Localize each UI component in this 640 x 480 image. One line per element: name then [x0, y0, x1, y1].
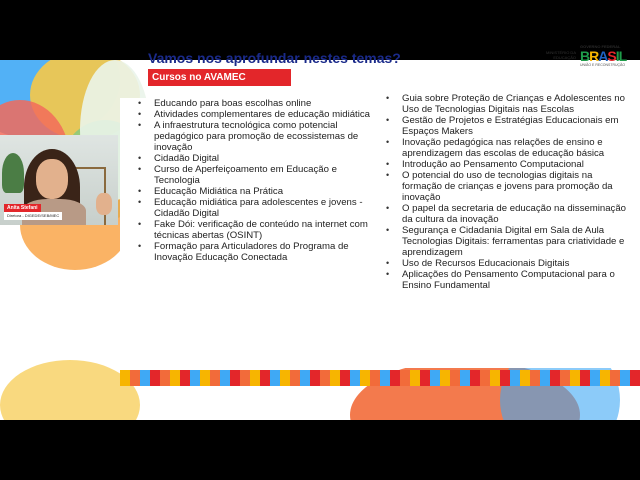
- government-logo: [580, 44, 632, 68]
- list-item: • Formação para Articuladores do Programa de Inovação Educação Conectada: [138, 241, 374, 263]
- presenter-role: Diretora - DIGEDE/SEB/MEC: [4, 212, 62, 220]
- logo-bottom-text: UNIÃO E RECONSTRUÇÃO: [580, 63, 626, 67]
- pattern-tile: [250, 370, 260, 386]
- pattern-tile: [340, 370, 350, 386]
- pattern-tile: [630, 370, 640, 386]
- logo-wordmark: BRASIL: [580, 48, 627, 64]
- pattern-tile: [600, 370, 610, 386]
- pattern-tile: [460, 370, 470, 386]
- pattern-tile: [190, 370, 200, 386]
- plant-illustration: [2, 153, 24, 193]
- pattern-tile: [180, 370, 190, 386]
- list-item: • A infraestrutura tecnológica como potencial pedagógico para promoção de ecossistemas de inovação: [138, 120, 374, 153]
- list-item: • Uso de Recursos Educacionais Digitais: [386, 258, 634, 269]
- section-tag: Cursos no AVAMEC: [148, 69, 291, 86]
- list-item: • Introdução ao Pensamento Computacional: [386, 159, 634, 170]
- list-item: • Inovação pedagógica nas relações de ensino e aprendizagem das escolas de educação básica: [386, 137, 634, 159]
- list-item: • Segurança e Cidadania Digital em Sala de Aula Tecnologias Digitais: ferramentas para criatividade e aprendizagem: [386, 225, 634, 258]
- presenter-face: [36, 159, 68, 199]
- pattern-tile: [210, 370, 220, 386]
- pattern-tile: [240, 370, 250, 386]
- list-item: • Guia sobre Proteção de Crianças e Adolescentes no Uso de Tecnologias Digitais nas Escolas: [386, 93, 634, 115]
- decorative-shape: [0, 360, 140, 420]
- logo-top-text: GOVERNO FEDERAL: [580, 44, 621, 49]
- list-item: • Educação midiática para adolescentes e jovens - Cidadão Digital: [138, 197, 374, 219]
- pattern-tile: [220, 370, 230, 386]
- pattern-tile: [350, 370, 360, 386]
- pattern-tile: [320, 370, 330, 386]
- pattern-tile: [410, 370, 420, 386]
- pattern-tile: [590, 370, 600, 386]
- pattern-tile: [500, 370, 510, 386]
- pattern-tile: [370, 370, 380, 386]
- pattern-tile: [620, 370, 630, 386]
- pattern-tile: [440, 370, 450, 386]
- pattern-tile: [540, 370, 550, 386]
- presenter-name-tag: [4, 204, 64, 220]
- pattern-tile: [270, 370, 280, 386]
- pattern-tile: [260, 370, 270, 386]
- video-letterbox-bottom: [0, 420, 640, 480]
- pattern-tile: [290, 370, 300, 386]
- list-item: • Atividades complementares de educação midiática: [138, 109, 374, 120]
- pattern-tile: [580, 370, 590, 386]
- presenter-name: Anita Stefani: [4, 204, 41, 212]
- pattern-tile: [490, 370, 500, 386]
- list-item: • Educando para boas escolhas online: [138, 98, 374, 109]
- pattern-tile: [120, 370, 130, 386]
- pattern-tile: [420, 370, 430, 386]
- pattern-tile: [610, 370, 620, 386]
- list-item: • Educação Midiática na Prática: [138, 186, 374, 197]
- pattern-tile: [230, 370, 240, 386]
- pattern-tile: [550, 370, 560, 386]
- pattern-tile: [310, 370, 320, 386]
- pattern-tile: [450, 370, 460, 386]
- pattern-tile: [280, 370, 290, 386]
- pattern-tile: [130, 370, 140, 386]
- list-item: • O potencial do uso de tecnologias digitais na formação de crianças e jovens para promoção da inovação: [386, 170, 634, 203]
- pattern-tile: [160, 370, 170, 386]
- pattern-tile: [140, 370, 150, 386]
- list-item: • Gestão de Projetos e Estratégias Educacionais em Espaços Makers: [386, 115, 634, 137]
- pattern-tile: [200, 370, 210, 386]
- pattern-tile: [530, 370, 540, 386]
- pattern-tile: [470, 370, 480, 386]
- list-item: • Fake Dói: verificação de conteúdo na internet com técnicas abertas (OSINT): [138, 219, 374, 241]
- decorative-pattern-strip: [120, 370, 640, 386]
- pattern-tile: [480, 370, 490, 386]
- pattern-tile: [360, 370, 370, 386]
- pattern-tile: [560, 370, 570, 386]
- list-item: • Cidadão Digital: [138, 153, 374, 164]
- course-list-left: [138, 98, 374, 263]
- pattern-tile: [390, 370, 400, 386]
- pattern-tile: [380, 370, 390, 386]
- pattern-tile: [520, 370, 530, 386]
- pattern-tile: [150, 370, 160, 386]
- slide-title: Vamos nos aprofundar nestes temas?: [148, 50, 401, 66]
- pattern-tile: [400, 370, 410, 386]
- ministry-label: MINISTÉRIO DA EDUCAÇÃO: [545, 50, 576, 60]
- pattern-tile: [300, 370, 310, 386]
- pattern-tile: [330, 370, 340, 386]
- list-item: • Aplicações do Pensamento Computacional para o Ensino Fundamental: [386, 269, 634, 291]
- pattern-tile: [430, 370, 440, 386]
- pattern-tile: [170, 370, 180, 386]
- list-item: • O papel da secretaria de educação na disseminação da cultura da inovação: [386, 203, 634, 225]
- list-item: • Curso de Aperfeiçoamento em Educação e Tecnologia: [138, 164, 374, 186]
- pattern-tile: [510, 370, 520, 386]
- course-list-right: [386, 93, 634, 291]
- pattern-tile: [570, 370, 580, 386]
